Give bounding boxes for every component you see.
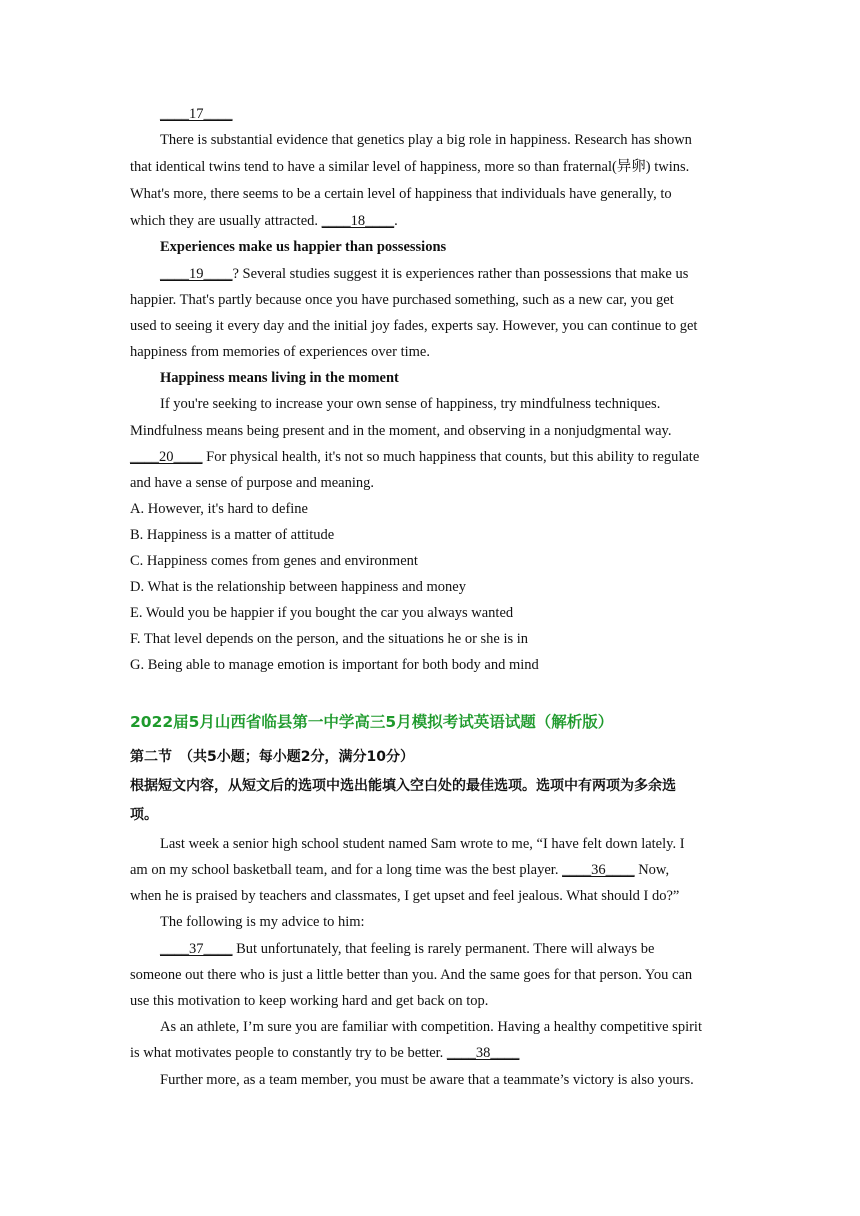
paragraph-text: But unfortunately, that feeling is rarely permanent. There will always be — [232, 941, 655, 957]
paragraph-line — [130, 157, 730, 177]
option-d: D. What is the relationship between happiness and money — [130, 579, 466, 595]
paragraph-line: The following is my advice to him: — [160, 914, 365, 930]
paragraph-text: . — [394, 213, 398, 229]
paragraph-line: someone out there who is just a little better than you. And the same goes for that person. You can — [130, 967, 693, 983]
blank-17-line — [160, 104, 760, 124]
paragraph-line: If you're seeking to increase your own sense of happiness, try mindfulness techniques. — [160, 396, 661, 412]
section-heading: Happiness means living in the moment — [160, 370, 399, 386]
section-heading: Experiences make us happier than possessions — [160, 239, 447, 255]
paragraph-line: Further more, as a team member, you must be aware that a teammate’s victory is also yours. — [160, 1072, 694, 1088]
paragraph-line: use this motivation to keep working hard and get back on top. — [130, 993, 489, 1009]
paragraph-text: Now, — [634, 862, 670, 878]
paragraph-text: which they are usually attracted. — [130, 213, 322, 229]
blank-36: ____36____ — [562, 862, 635, 878]
instruction-line: 项。 — [130, 807, 158, 823]
paragraph-line: when he is praised by teachers and classmates, I get upset and feel jealous. What should I do?” — [130, 888, 680, 904]
blank-38: ____38____ — [446, 1045, 520, 1061]
paragraph-line — [160, 939, 760, 959]
exam-title: 2022届5月山西省临县第一中学高三5月模拟考试英语试题（解析版） — [130, 713, 614, 731]
option-f: F. That level depends on the person, and the situations he or she is in — [130, 631, 529, 647]
blank-20: ____20____ — [130, 449, 203, 465]
blank-18: ____18____ — [321, 213, 395, 229]
blank-17: ____17____ — [160, 106, 233, 122]
paragraph-line — [130, 860, 730, 880]
paragraph-line: Last week a senior high school student named Sam wrote to me, “I have felt down lately. I — [160, 836, 685, 852]
blank-37: ____37____ — [160, 941, 233, 957]
blank-19: ____19____ — [160, 266, 233, 282]
option-c: C. Happiness comes from genes and environment — [130, 553, 418, 569]
paragraph-text: is what motivates people to constantly try to be better. — [130, 1045, 447, 1061]
paragraph-text: am on my school basketball team, and for a long time was the best player. — [130, 862, 563, 878]
paragraph-text: that identical twins tend to have a similar level of happiness, more so than fraternal(异卵) twins. — [130, 159, 690, 175]
paragraph-line: There is substantial evidence that genetics play a big role in happiness. Research has shown — [160, 132, 692, 148]
paragraph-line — [130, 1043, 730, 1063]
paragraph-line — [130, 447, 730, 467]
option-a: A. However, it's hard to define — [130, 501, 308, 517]
paragraph-text: ? Several studies suggest it is experiences rather than possessions that make us — [232, 266, 689, 282]
paragraph-line — [130, 211, 730, 231]
option-b: B. Happiness is a matter of attitude — [130, 527, 335, 543]
paragraph-line: Mindfulness means being present and in the moment, and observing in a nonjudgmental way. — [130, 423, 672, 439]
paragraph-text: For physical health, it's not so much happiness that counts, but this ability to regulate — [202, 449, 700, 465]
instruction-line: 根据短文内容，从短文后的选项中选出能填入空白处的最佳选项。选项中有两项为多余选 — [130, 778, 676, 794]
section-label: 第二节 （共5小题；每小题2分，满分10分） — [130, 749, 414, 765]
option-g: G. Being able to manage emotion is important for both body and mind — [130, 657, 539, 673]
paragraph-line: What's more, there seems to be a certain level of happiness that individuals have generally, to — [130, 186, 672, 202]
paragraph-line — [160, 264, 760, 284]
option-e: E. Would you be happier if you bought the car you always wanted — [130, 605, 514, 621]
paragraph-line: happier. That's partly because once you have purchased something, such as a new car, you get — [130, 292, 674, 308]
paragraph-line: happiness from memories of experiences over time. — [130, 344, 430, 360]
paragraph-line: As an athlete, I’m sure you are familiar with competition. Having a healthy competitive spirit — [160, 1019, 702, 1035]
paragraph-line: and have a sense of purpose and meaning. — [130, 475, 375, 491]
paragraph-line: used to seeing it every day and the initial joy fades, experts say. However, you can continue to get — [130, 318, 698, 334]
